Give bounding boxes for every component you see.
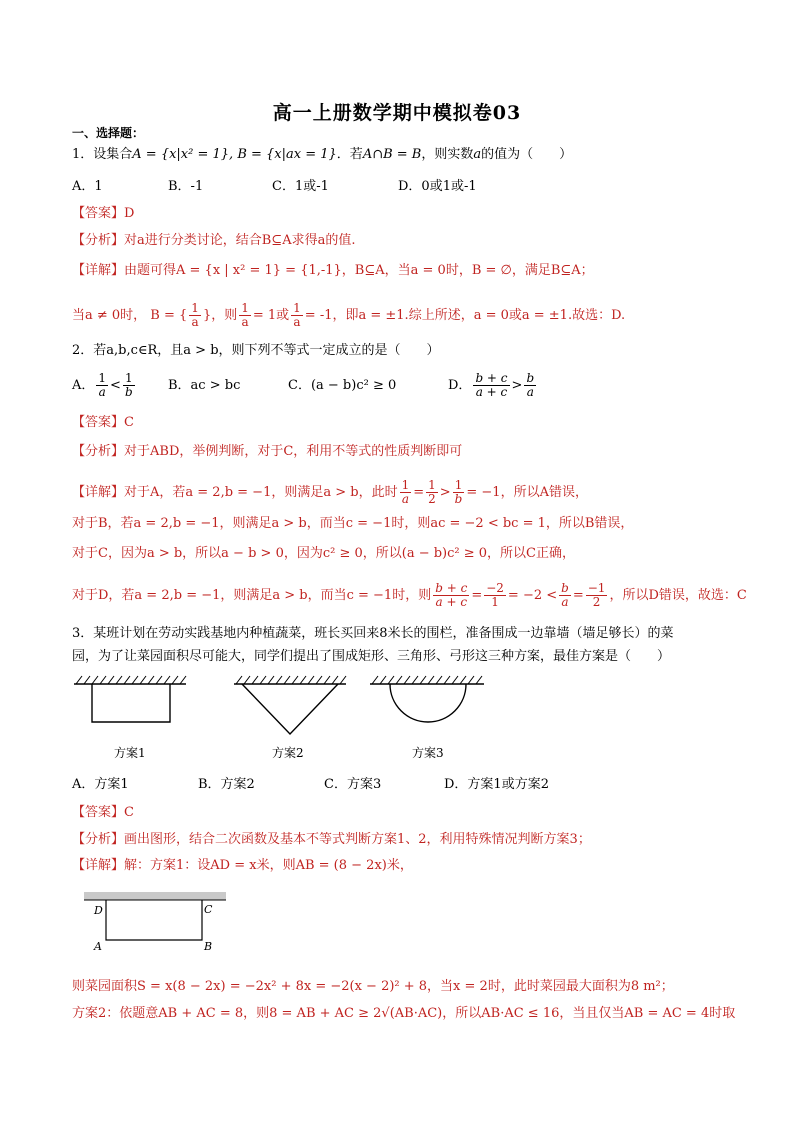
q3-detail-1: 【详解】解：方案1：设AD = x米，则AB = (8 − 2x)米， <box>72 858 413 873</box>
frac-den: b <box>454 492 463 506</box>
frac-num: 1 <box>241 301 249 315</box>
q2-frac <box>426 479 438 506</box>
q2-stem: 2．若a,b,c∈R，且a > b，则下列不等式一定成立的是（ ） <box>72 343 440 358</box>
q2-detail-text: ，所以A错误， <box>500 485 588 500</box>
frac-den: 1 <box>491 595 499 609</box>
frac-den: a <box>561 595 569 609</box>
frac-den: a <box>401 492 409 506</box>
label-a: A <box>94 940 102 953</box>
figure-arc <box>370 676 484 722</box>
q2-frac <box>453 479 465 506</box>
frac-num: 1 <box>428 478 436 492</box>
q3-option-a: A．方案1 <box>72 777 129 792</box>
page-title: 高一上册数学期中模拟卷03 <box>272 102 522 124</box>
q2-frac <box>559 582 571 609</box>
frac-num: b <box>561 581 569 595</box>
q1-stem <box>72 146 572 164</box>
q2-option-d-op: > <box>511 378 523 393</box>
q2-answer: 【答案】C <box>72 415 134 430</box>
frac-num: b + c <box>475 371 508 385</box>
q3-detail-3: 方案2：依题意AB + AC = 8，则8 = AB + AC ≥ 2√(AB·AC)，所以AB·AC ≤ 16，当且仅当AB = AC = 4时取 <box>72 1006 736 1021</box>
q2-option-d <box>448 372 538 399</box>
q2-detail-text: 【详解】对于A，若a = 2,b = −1，则满足a > b，此时 <box>72 485 398 500</box>
frac-den: 2 <box>592 595 601 609</box>
q2-option-a-frac2 <box>123 372 135 399</box>
frac-den: b <box>124 385 133 399</box>
q2-option-b: B．ac > bc <box>168 378 241 393</box>
q3-stem-1: 3．某班计划在劳动实践基地内种植蔬菜，班长买回来8米长的围栏，准备围成一边靠墙（墙足够长）的菜 <box>72 626 674 641</box>
q3-options <box>72 776 549 794</box>
q3-option-c: C．方案3 <box>324 777 382 792</box>
q1-detail-2 <box>72 302 625 329</box>
q2-option-c: C．(a − b)c² ≥ 0 <box>288 378 397 393</box>
q1-option-c: C．1或-1 <box>272 179 329 194</box>
frac-den: a <box>191 315 199 329</box>
q2-frac <box>400 479 412 506</box>
q2-option-d-label: D． <box>448 378 472 393</box>
q2-detail-3: 对于C，因为a > b，所以a − b > 0，因为c² ≥ 0，所以(a − b)c² ≥ 0，所以C正确， <box>72 546 575 561</box>
q2-option-d-frac2 <box>524 372 536 399</box>
frac-num: b + c <box>435 581 468 595</box>
frac-den: a <box>293 315 301 329</box>
label-b: B <box>204 940 213 953</box>
q2-detail-1: 【详解】对于A，若a = 2,b = −1，则满足a > b，此时 $\frac{1}{a}$ = $\frac{1}{2}$ > $\frac{1}{b}$ = −1，所以A错误， <box>72 478 588 506</box>
q1-answer: 【答案】D <box>72 206 135 221</box>
figure-triangle <box>234 676 346 734</box>
figure-label-2: 方案2 <box>272 746 304 760</box>
q1-stem-text: 的值为（ ） <box>481 147 573 162</box>
q1-detail-text: 当a ≠ 0时， B = { <box>72 308 188 323</box>
frac-den: a <box>241 315 249 329</box>
q2-frac <box>484 582 506 609</box>
rectangle-diagram <box>84 892 230 954</box>
q1-var: a <box>473 147 482 162</box>
q2-detail-2: 对于B，若a = 2,b = −1，则满足a > b，而当c = −1时，则ac = −2 < bc = 1，所以B错误， <box>72 516 634 531</box>
q3-detail-2: 则菜园面积S = x(8 − 2x) = −2x² + 8x = −2(x − 2)² + 8，当x = 2时，此时菜园最大面积为8 m²； <box>72 979 674 994</box>
q1-frac <box>239 302 251 329</box>
q2-detail-4: 对于D，若a = 2,b = −1，则满足a > b，而当c = −1时，则 $\frac{b + c}{a + c}$ = $\frac{-2}{1}$ = −2 < $\frac{b}{a}$ = $\frac{-1}{2}$ ，所以D错误，故选：C <box>72 581 747 609</box>
q2-detail-text: 对于D，若a = 2,b = −1，则满足a > b，而当c = −1时，则 <box>72 588 432 603</box>
label-d: D <box>94 904 103 917</box>
frac-num: 1 <box>191 301 199 315</box>
label-c: C <box>204 903 213 916</box>
q1-detail-text: = 1或 <box>252 308 290 323</box>
q1-option-a: A．1 <box>72 179 103 194</box>
frac-den: 2 <box>428 492 436 506</box>
q2-option-d-frac1 <box>473 372 509 399</box>
figure-label-3: 方案3 <box>412 746 444 760</box>
q2-option-a-frac1 <box>96 372 108 399</box>
frac-num: 1 <box>453 479 465 493</box>
q1-option-b: B．-1 <box>168 179 204 194</box>
frac-num: 1 <box>98 371 107 385</box>
q2-options <box>72 372 538 399</box>
q1-detail-text: = -1，即a = ±1.综上所述，a = 0或a = ±1.故选：D. <box>304 308 626 323</box>
q1-stem-text: ，则实数 <box>421 147 474 162</box>
frac-num: b <box>526 371 535 385</box>
q2-option-a-op: < <box>110 378 121 393</box>
q2-frac <box>586 582 608 609</box>
q2-option-a-label: A． <box>72 378 95 393</box>
q2-analysis: 【分析】对于ABD，举例判断，对于C，利用不等式的性质判断即可 <box>72 444 463 459</box>
frac-num: 1 <box>293 301 301 315</box>
q1-stem-text: ．若 <box>336 147 363 162</box>
q1-condition: A∩B = B <box>362 147 422 162</box>
q3-analysis: 【分析】画出图形，结合二次函数及基本不等式判断方案1、2，利用特殊情况判断方案3； <box>72 832 591 847</box>
q1-option-d: D．0或1或-1 <box>398 179 477 194</box>
q1-detail-text: }，则 <box>202 308 238 323</box>
wall <box>84 892 226 900</box>
q3-option-b: B．方案2 <box>198 777 255 792</box>
frac-den: a <box>98 385 106 399</box>
frac-num: 1 <box>123 372 135 386</box>
q1-frac <box>189 302 201 329</box>
section-heading: 一、选择题： <box>72 126 145 140</box>
q2-option-a <box>72 372 168 399</box>
q3-option-d: D．方案1或方案2 <box>444 777 549 792</box>
frac-num: 1 <box>401 478 410 492</box>
figure-label-1: 方案1 <box>114 746 146 760</box>
q2-detail-text: ，所以D错误，故选：C <box>609 588 747 603</box>
frac-den: a <box>526 385 534 399</box>
frac-num: −2 <box>486 581 504 595</box>
q3-answer: 【答案】C <box>72 805 134 820</box>
frac-num: −1 <box>587 581 606 595</box>
figure-rectangle <box>74 676 186 722</box>
q2-frac <box>433 582 469 609</box>
frac-den: a + c <box>475 385 508 399</box>
q1-sets: A = {x|x² = 1}, B = {x|ax = 1} <box>132 147 337 162</box>
frac-den: a + c <box>435 595 468 609</box>
q1-frac <box>291 302 303 329</box>
q1-detail-1: 【详解】由题可得A = {x | x² = 1} = {1,-1}，B⊆A，当a = 0时，B = ∅，满足B⊆A； <box>72 263 594 278</box>
q3-stem-2: 园，为了让菜园面积尽可能大，同学们提出了围成矩形、三角形、弓形这三种方案，最佳方案是（ ） <box>72 649 671 664</box>
q1-options <box>72 178 477 196</box>
q1-analysis: 【分析】对a进行分类讨论，结合B⊆A求得a的值. <box>72 233 356 248</box>
q1-stem-text: 1．设集合 <box>72 147 133 162</box>
